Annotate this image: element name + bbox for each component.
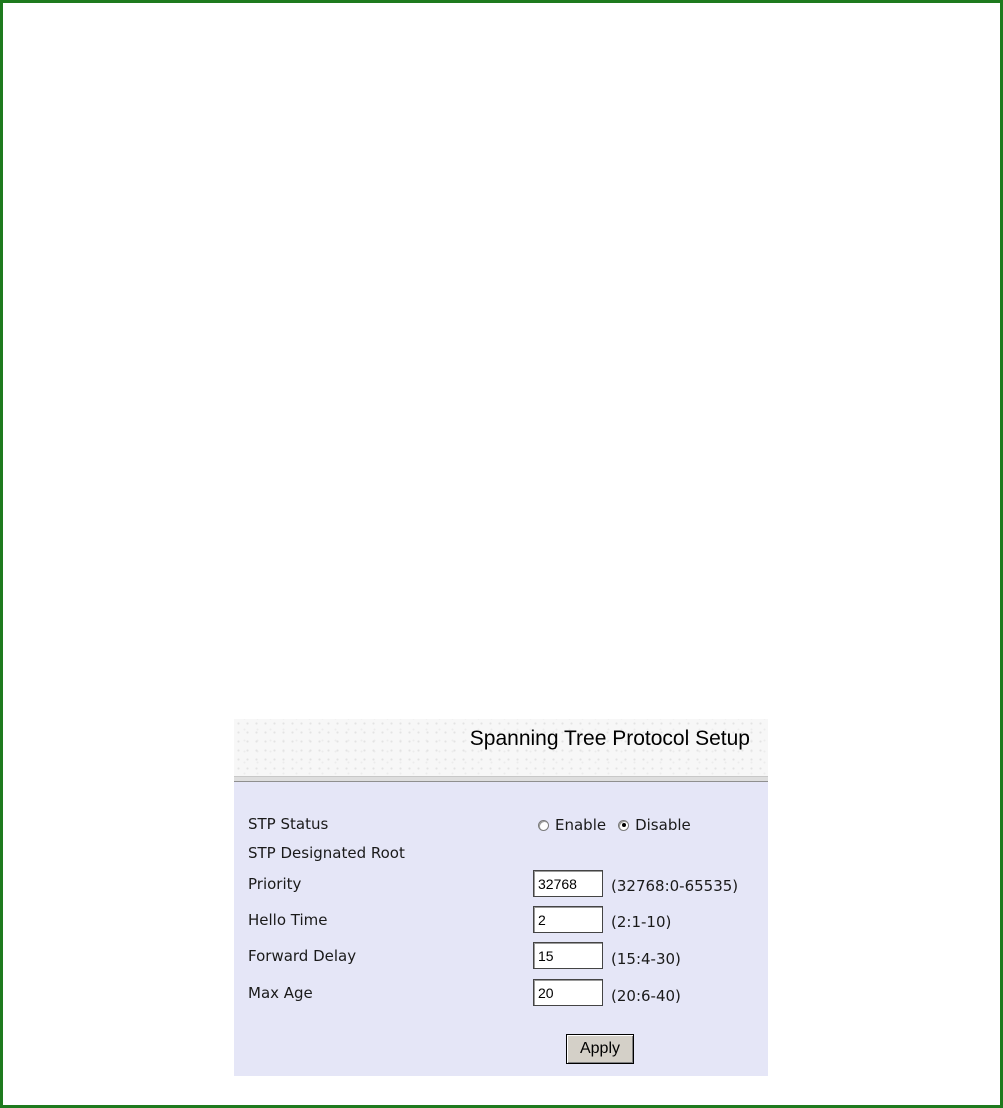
panel-header [234, 719, 768, 781]
stp-status-label: STP Status [248, 815, 329, 833]
stp-designated-root-label: STP Designated Root [248, 844, 405, 862]
max-age-input[interactable] [533, 979, 603, 1006]
header-divider [234, 776, 768, 782]
max-age-range-hint: (20:6-40) [611, 987, 681, 1005]
stp-disable-radio[interactable] [618, 820, 629, 831]
priority-range-hint: (32768:0-65535) [611, 877, 739, 895]
apply-button[interactable]: Apply [566, 1034, 634, 1064]
stp-enable-label: Enable [555, 816, 607, 834]
stp-setup-panel [234, 719, 768, 1076]
stp-status-radio-group [538, 816, 703, 834]
forward-delay-range-hint: (15:4-30) [611, 950, 681, 968]
stp-enable-radio[interactable] [538, 820, 549, 831]
hello-time-label: Hello Time [248, 911, 328, 929]
max-age-label: Max Age [248, 984, 313, 1002]
priority-input[interactable] [533, 870, 603, 897]
forward-delay-input[interactable] [533, 942, 603, 969]
stp-disable-label: Disable [635, 816, 691, 834]
forward-delay-label: Forward Delay [248, 947, 357, 965]
hello-time-input[interactable] [533, 906, 603, 933]
hello-time-range-hint: (2:1-10) [611, 913, 672, 931]
priority-label: Priority [248, 875, 302, 893]
page-title: Spanning Tree Protocol Setup [469, 727, 750, 750]
